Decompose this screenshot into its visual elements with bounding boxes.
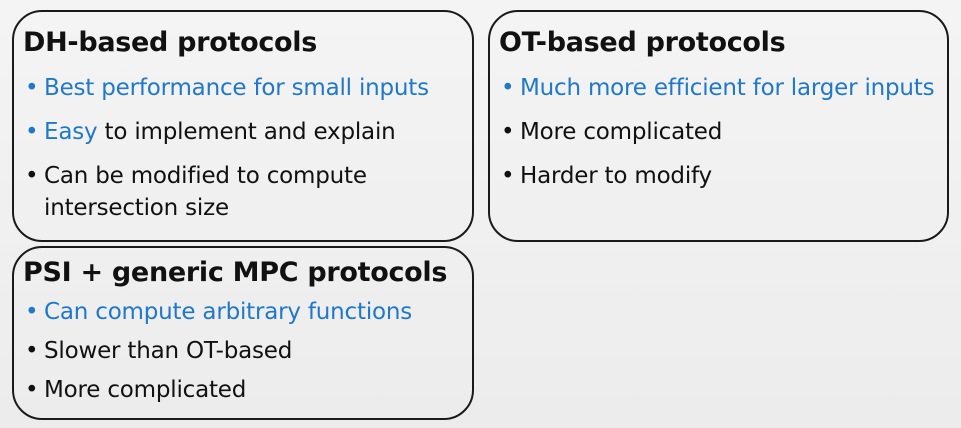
dh-protocols-card xyxy=(12,10,474,242)
ot-item-3-text: Harder to modify xyxy=(520,163,712,189)
bullet-dot: • xyxy=(501,119,515,145)
psi-item-2-text: Slower than OT-based xyxy=(44,338,293,364)
dh-item-3 xyxy=(23,160,460,224)
dh-bullet-list xyxy=(23,72,460,236)
bullet-dot: • xyxy=(501,163,515,189)
dh-item-2 xyxy=(23,116,460,148)
ot-protocols-card xyxy=(488,10,949,242)
ot-item-3 xyxy=(499,160,935,192)
psi-item-2 xyxy=(23,335,460,367)
ot-item-2-text: More complicated xyxy=(520,119,723,145)
dh-item-2-highlight: Easy xyxy=(44,119,98,145)
bullet-dot: • xyxy=(25,163,39,189)
dh-card-title: DH-based protocols xyxy=(23,27,317,58)
psi-mpc-protocols-card xyxy=(12,246,474,420)
dh-item-3-text: Can be modified to compute intersection size xyxy=(44,163,367,221)
psi-item-3 xyxy=(23,374,460,406)
ot-item-1-highlight: Much more efficient for larger inputs xyxy=(520,75,935,101)
bullet-dot: • xyxy=(25,119,39,145)
bullet-dot: • xyxy=(25,338,39,364)
ot-bullet-list xyxy=(499,72,935,204)
bullet-dot: • xyxy=(25,75,39,101)
psi-item-1 xyxy=(23,296,460,328)
dh-item-1-highlight: Best performance for small inputs xyxy=(44,75,429,101)
psi-card-title: PSI + generic MPC protocols xyxy=(23,257,448,288)
bullet-dot: • xyxy=(25,299,39,325)
ot-item-2 xyxy=(499,116,935,148)
bullet-dot: • xyxy=(25,377,39,403)
dh-item-2-text: to implement and explain xyxy=(97,119,396,145)
ot-item-1 xyxy=(499,72,935,104)
bullet-dot: • xyxy=(501,75,515,101)
psi-item-1-highlight: Can compute arbitrary functions xyxy=(44,299,413,325)
psi-bullet-list xyxy=(23,296,460,413)
dh-item-1 xyxy=(23,72,460,104)
ot-card-title: OT-based protocols xyxy=(499,27,786,58)
psi-item-3-text: More complicated xyxy=(44,377,247,403)
